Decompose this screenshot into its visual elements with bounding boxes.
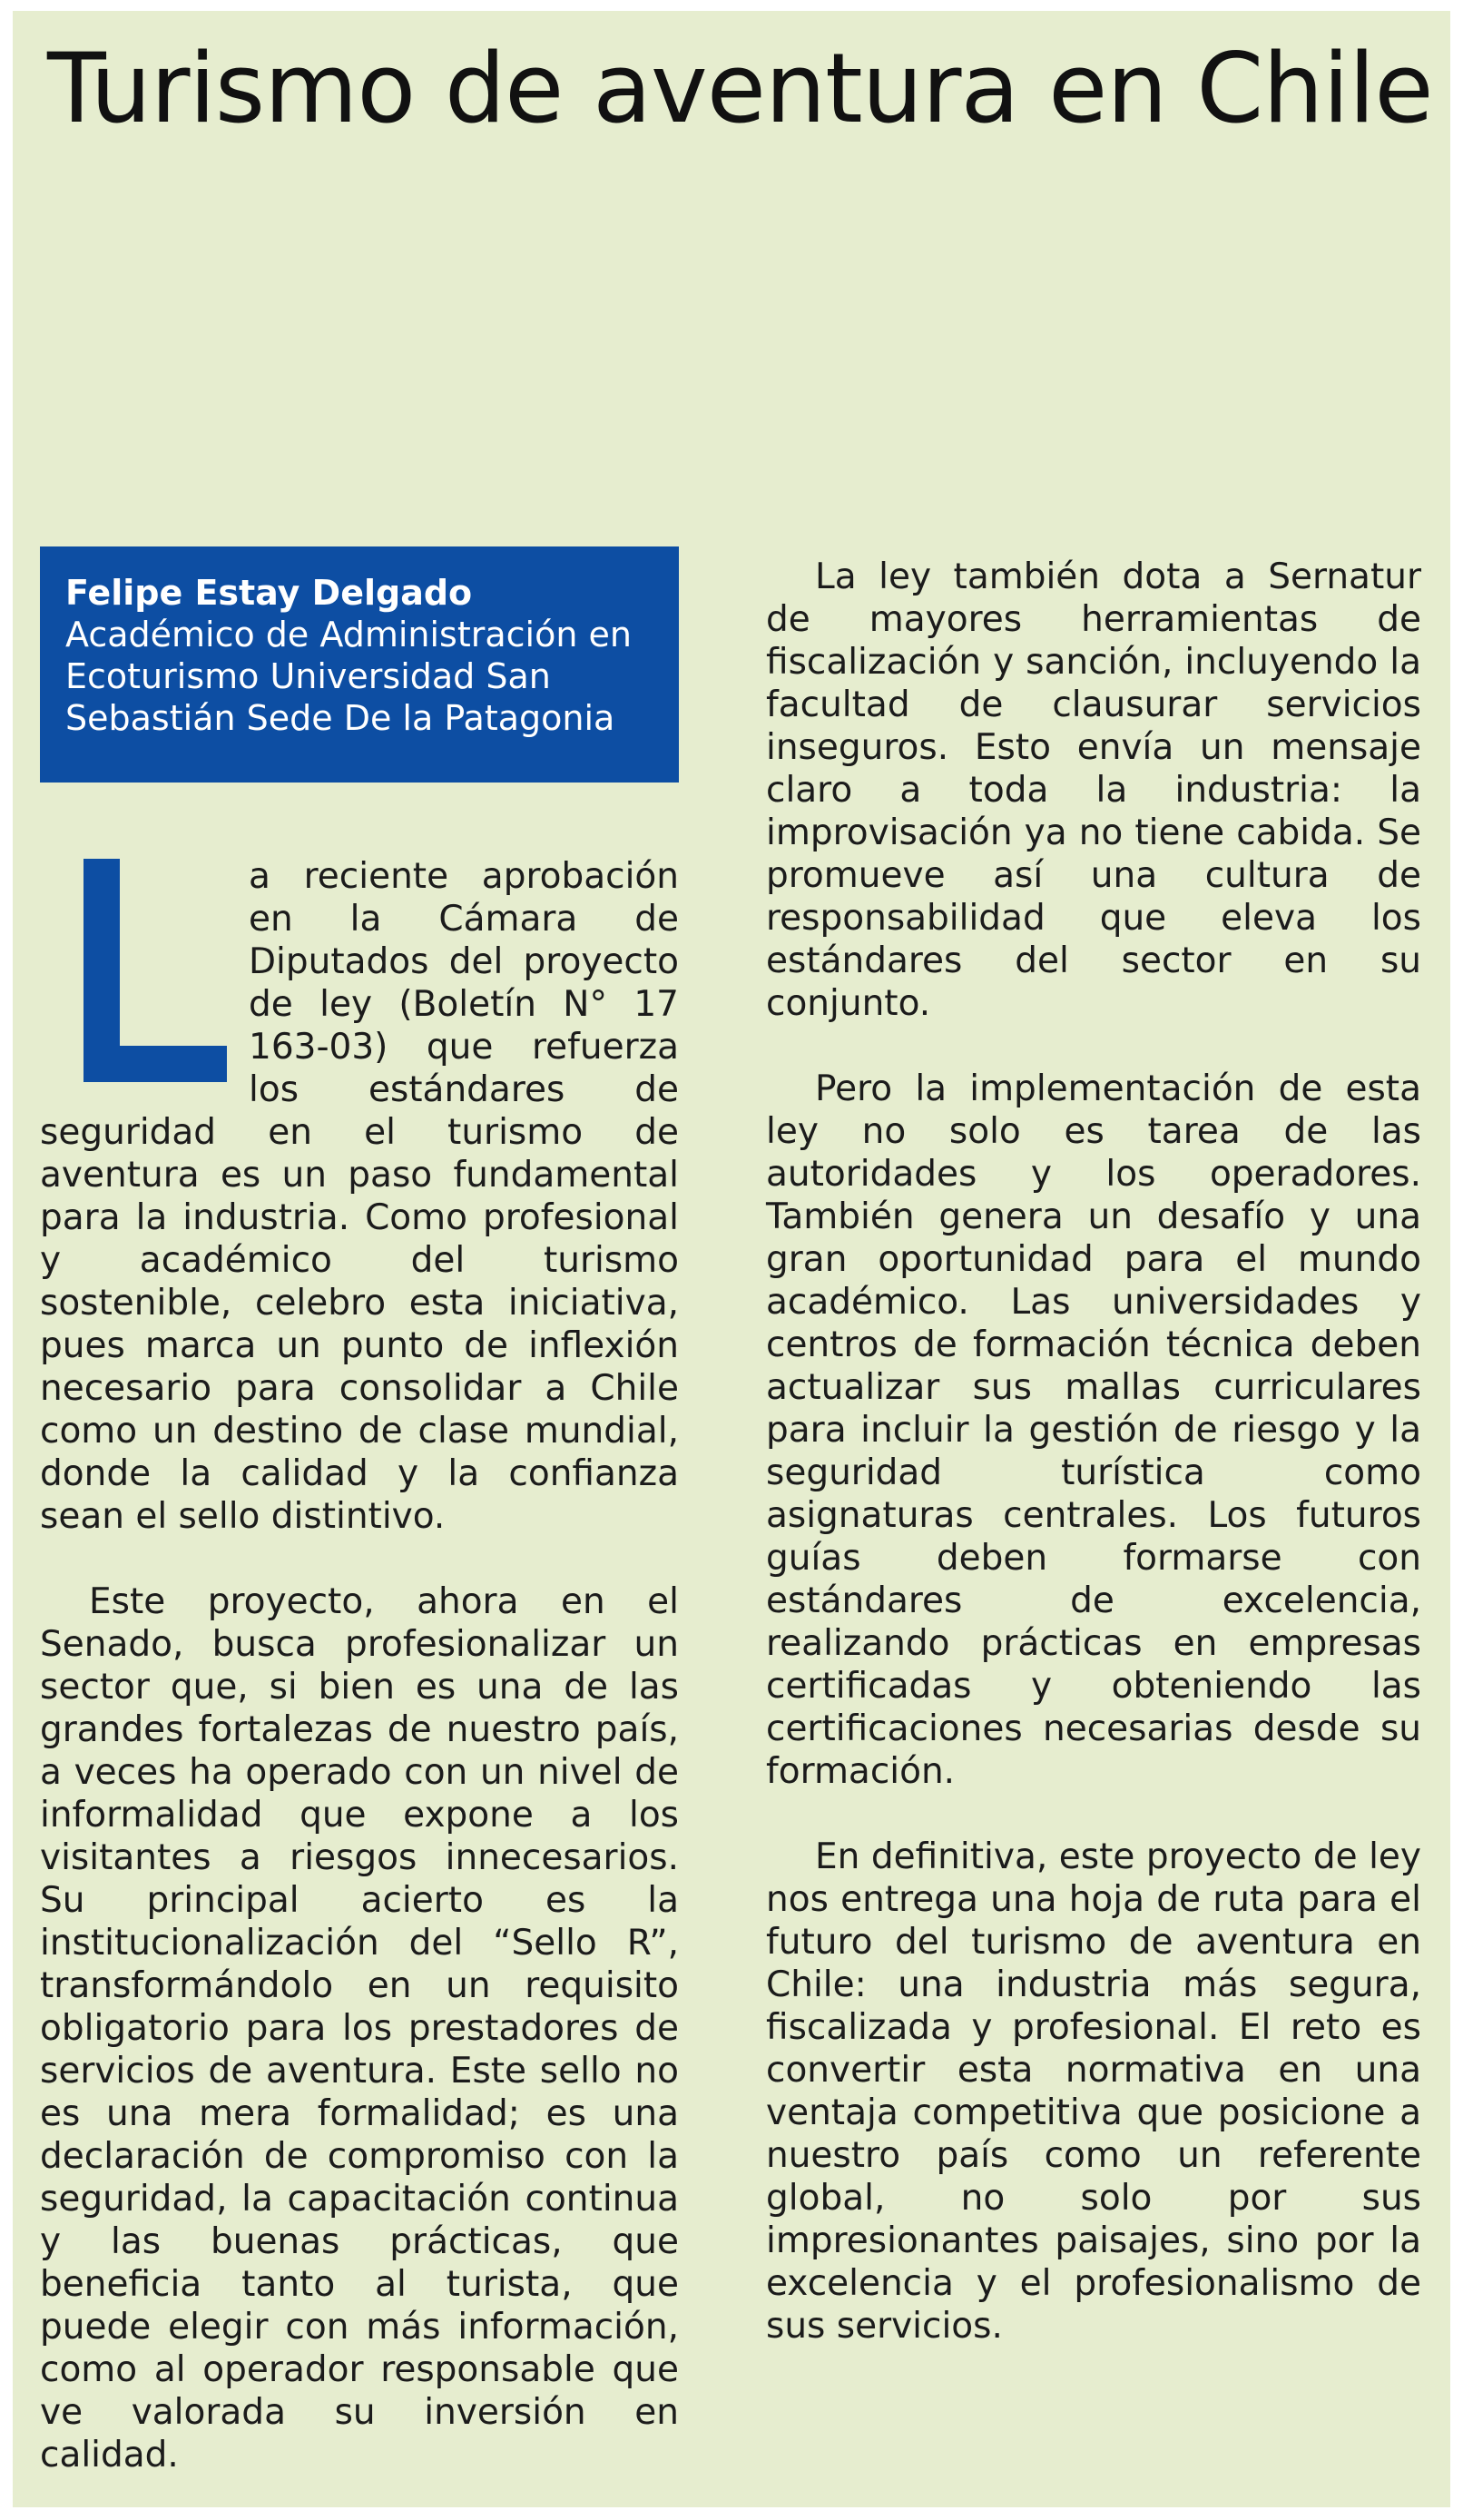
paragraph-1-text: a reciente aprobación en la Cámara de Diputados del proyecto de ley (Boletín N° 17 163-03) que refuerza los estándares de seguridad en el turismo de aventura es un paso fundamental para la industria. Como profesional y académico del turismo sostenible, celebro esta iniciativa, pues marca un punto de inflexión necesario para consolidar a Chile como un destino de clase mundial, donde la calidad y la confianza sean el sello distintivo. xyxy=(40,856,679,1537)
paragraph-3: La ley también dota a Sernatur de mayores herramientas de fiscalización y sanción, incluyendo la facultad de clausurar servicios inseguros. Esto envía un mensaje claro a toda la industria: la improvisación ya no tiene cabida. Se promueve así una cultura de responsabilidad que eleva los estándares del sector en su conjunto. xyxy=(766,556,1421,1024)
article-title: Turismo de aventura en Chile xyxy=(47,33,1433,144)
left-column xyxy=(40,855,679,2476)
author-name: Felipe Estay Delgado xyxy=(65,573,473,613)
paragraph-4: Pero la implementación de esta ley no solo es tarea de las autoridades y los operadores. También genera un desafío y una gran oportunidad para el mundo académico. Las universidades y centros de formación técnica deben actualizar sus mallas curriculares para incluir la gestión de riesgo y la seguridad turística como asignaturas centrales. Los futuros guías deben formarse con estándares de excelencia, realizando prácticas en empresas certificadas y obteniendo las certificaciones necesarias desde su formación. xyxy=(766,1068,1421,1792)
right-column xyxy=(766,556,1421,2348)
paragraph-2: Este proyecto, ahora en el Senado, busca profesionalizar un sector que, si bien es una de las grandes fortalezas de nuestro país, a veces ha operado con un nivel de informalidad que expone a los visitantes a riesgos innecesarios. Su principal acierto es la institucionalización del “Sello R”, transformándolo en un requisito obligatorio para los prestadores de servicios de aventura. Este sello no es una mera formalidad; es una declaración de compromiso con la seguridad, la capacitación continua y las buenas prácticas, que beneficia tanto al turista, que puede elegir con más información, como al operador responsable que ve valorada su inversión en calidad. xyxy=(40,1581,679,2476)
drop-cap-foot xyxy=(83,1046,227,1082)
author-role: Académico de Administración en Ecoturismo Universidad San Sebastián Sede De la Patagonia xyxy=(65,615,632,738)
drop-cap xyxy=(40,855,249,1088)
author-box xyxy=(40,546,679,783)
paragraph-1 xyxy=(40,855,679,1538)
paragraph-5: En definitiva, este proyecto de ley nos entrega una hoja de ruta para el futuro del turismo de aventura en Chile: una industria más segura, fiscalizada y profesional. El reto es convertir esta normativa en una ventaja competitiva que posicione a nuestro país como un referente global, no solo por sus impresionantes paisajes, sino por la excelencia y el profesionalismo de sus servicios. xyxy=(766,1836,1421,2347)
article-page xyxy=(13,11,1450,2507)
